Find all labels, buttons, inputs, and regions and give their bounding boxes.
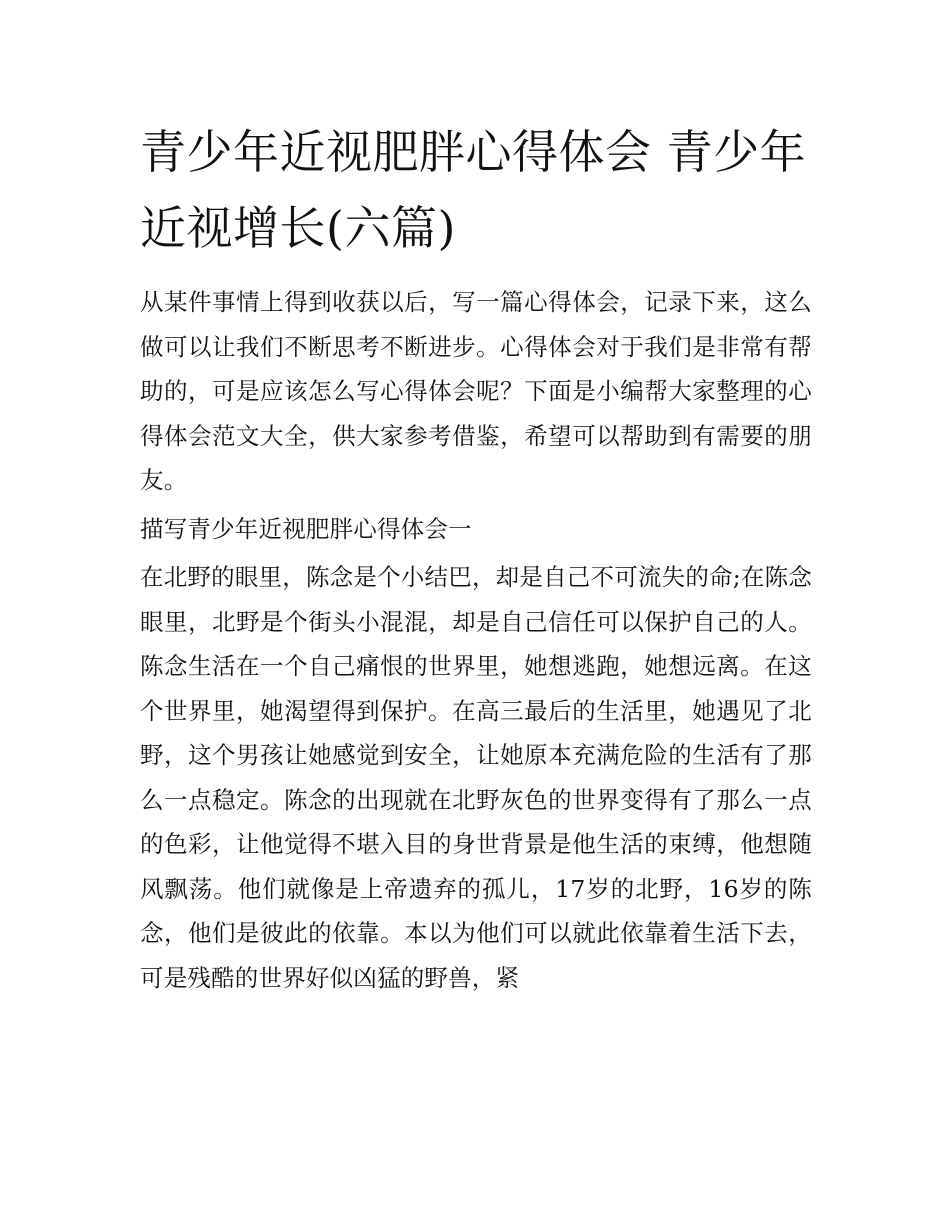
document-body <box>140 280 812 1000</box>
section-paragraph: 在北野的眼里，陈念是个小结巴，却是自己不可流失的命;在陈念眼里，北野是个街头小混混，却是自己信任可以保护自己的人。陈念生活在一个自己痛恨的世界里，她想逃跑，她想远离。在这个世界里，她渴望得到保护。在高三最后的生活里，她遇见了北野，这个男孩让她感觉到安全，让她原本充满危险的生活有了那么一点稳定。陈念的出现就在北野灰色的世界变得有了那么一点的色彩，让他觉得不堪入目的身世背景是他生活的束缚，他想随风飘荡。他们就像是上帝遗弃的孤儿，17岁的北野，16岁的陈念，他们是彼此的依靠。本以为他们可以就此依靠着生活下去，可是残酷的世界好似凶猛的野兽，紧 <box>140 563 812 992</box>
intro-paragraph: 从某件事情上得到收获以后，写一篇心得体会，记录下来，这么做可以让我们不断思考不断进步。心得体会对于我们是非常有帮助的，可是应该怎么写心得体会呢？下面是小编帮大家整理的心得体会范文大全，供大家参考借鉴，希望可以帮助到有需要的朋友。 <box>140 288 812 494</box>
document-title: 青少年近视肥胖心得体会 青少年近视增长(六篇) <box>140 125 807 255</box>
section-heading: 描写青少年近视肥胖心得体会一 <box>140 514 472 543</box>
